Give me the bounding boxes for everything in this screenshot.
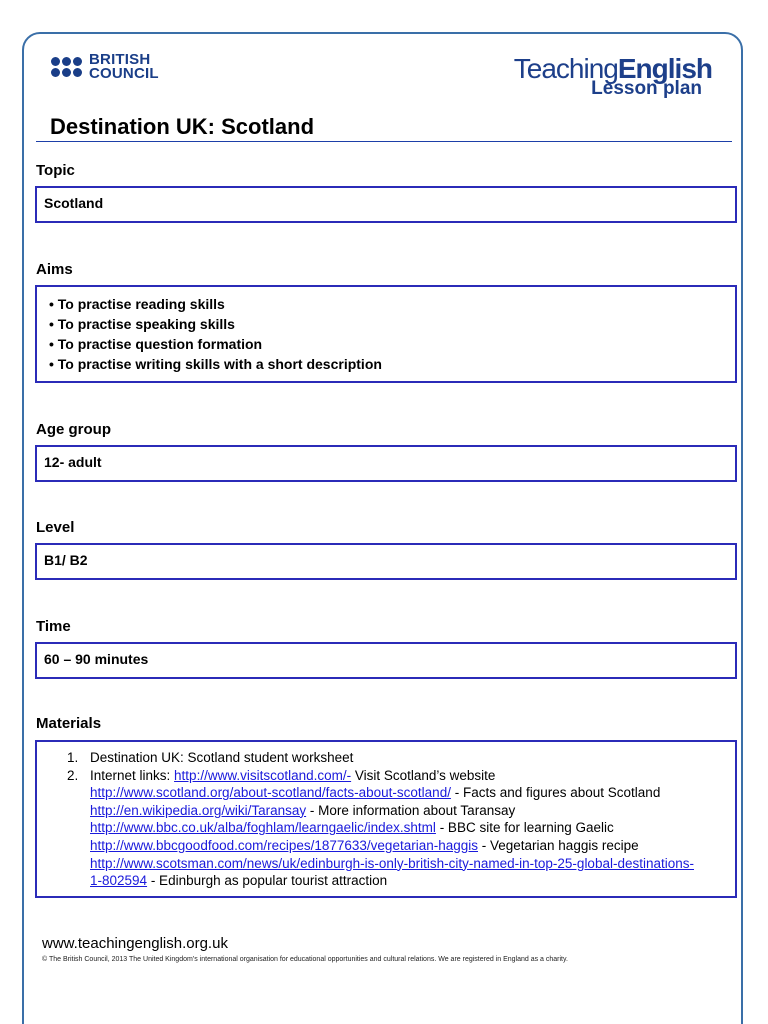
link-line bbox=[90, 855, 735, 873]
link-line bbox=[90, 837, 735, 855]
brand-regular: Teaching bbox=[513, 53, 618, 84]
topic-label: Topic bbox=[36, 162, 75, 179]
level-box bbox=[35, 543, 737, 580]
aim-item: • To practise reading skills bbox=[49, 296, 225, 312]
link-description: - More information about Taransay bbox=[306, 802, 516, 818]
time-box bbox=[35, 642, 737, 679]
logo-dots-icon bbox=[51, 57, 82, 77]
materials-list bbox=[37, 742, 735, 890]
material-text: Destination UK: Scotland student worksheet bbox=[90, 750, 354, 765]
topic-box bbox=[35, 186, 737, 223]
material-item bbox=[37, 749, 735, 767]
aims-label: Aims bbox=[36, 261, 73, 278]
material-item bbox=[37, 767, 735, 890]
material-number: 1. bbox=[67, 750, 79, 765]
time-label: Time bbox=[36, 618, 71, 635]
link-line bbox=[90, 784, 735, 802]
age-group-value: 12- adult bbox=[44, 454, 102, 470]
link-description: - Vegetarian haggis recipe bbox=[478, 837, 639, 853]
teachingenglish-brand bbox=[513, 53, 712, 99]
aim-item: • To practise speaking skills bbox=[49, 316, 235, 332]
logo-line-2: COUNCIL bbox=[89, 65, 159, 82]
link-line bbox=[90, 802, 735, 820]
time-value: 60 – 90 minutes bbox=[44, 651, 149, 667]
materials-box bbox=[35, 740, 737, 898]
link-description: - BBC site for learning Gaelic bbox=[435, 820, 614, 836]
link-line bbox=[90, 872, 735, 890]
link-scotsman-continued[interactable]: 1-802594 bbox=[90, 873, 148, 889]
materials-label: Materials bbox=[36, 715, 102, 732]
link-description: Visit Scotland’s website bbox=[351, 767, 496, 783]
brand-bold: English bbox=[617, 53, 712, 84]
aim-item: • To practise question formation bbox=[49, 336, 263, 352]
link-line bbox=[90, 767, 735, 785]
aims-list bbox=[37, 287, 735, 374]
aims-box bbox=[35, 285, 737, 383]
material-number: 2. bbox=[67, 767, 79, 783]
page-title: Destination UK: Scotland bbox=[50, 114, 315, 139]
internet-links-prefix: Internet links: bbox=[90, 767, 175, 783]
title-divider bbox=[36, 141, 732, 142]
link-description: - Facts and figures about Scotland bbox=[450, 785, 661, 801]
logo-line-1: BRITISH bbox=[89, 51, 151, 68]
aim-item: • To practise writing skills with a short description bbox=[49, 356, 382, 372]
footer-copyright: © The British Council, 2013 The United Kingdom’s international organisation for educational opportunities and cultural relations. We are registered in England as a charity. bbox=[42, 956, 568, 963]
footer-website[interactable]: www.teachingenglish.org.uk bbox=[42, 935, 228, 952]
age-group-box bbox=[35, 445, 737, 482]
link-visitscotland[interactable]: http://www.visitscotland.com/- bbox=[174, 767, 352, 783]
british-council-logo bbox=[51, 53, 159, 81]
level-value: B1/ B2 bbox=[44, 552, 88, 568]
link-scotsman[interactable]: http://www.scotsman.com/news/uk/edinburgh-is-only-british-city-named-in-top-25-global-destinations- bbox=[90, 855, 694, 871]
logo-text bbox=[89, 53, 159, 81]
topic-value: Scotland bbox=[44, 195, 104, 211]
link-line bbox=[90, 819, 735, 837]
link-description: - Edinburgh as popular tourist attraction bbox=[147, 873, 388, 889]
link-wikipedia-taransay[interactable]: http://en.wikipedia.org/wiki/Taransay bbox=[90, 802, 307, 818]
link-scotland-org[interactable]: http://www.scotland.org/about-scotland/facts-about-scotland/ bbox=[90, 785, 451, 801]
brand-subtitle: Lesson plan bbox=[591, 78, 702, 99]
age-group-label: Age group bbox=[36, 421, 111, 438]
level-label: Level bbox=[36, 519, 75, 536]
link-bbcgoodfood-haggis[interactable]: http://www.bbcgoodfood.com/recipes/1877633/vegetarian-haggis bbox=[90, 837, 478, 853]
link-bbc-gaelic[interactable]: http://www.bbc.co.uk/alba/foghlam/learngaelic/index.shtml bbox=[90, 820, 436, 836]
